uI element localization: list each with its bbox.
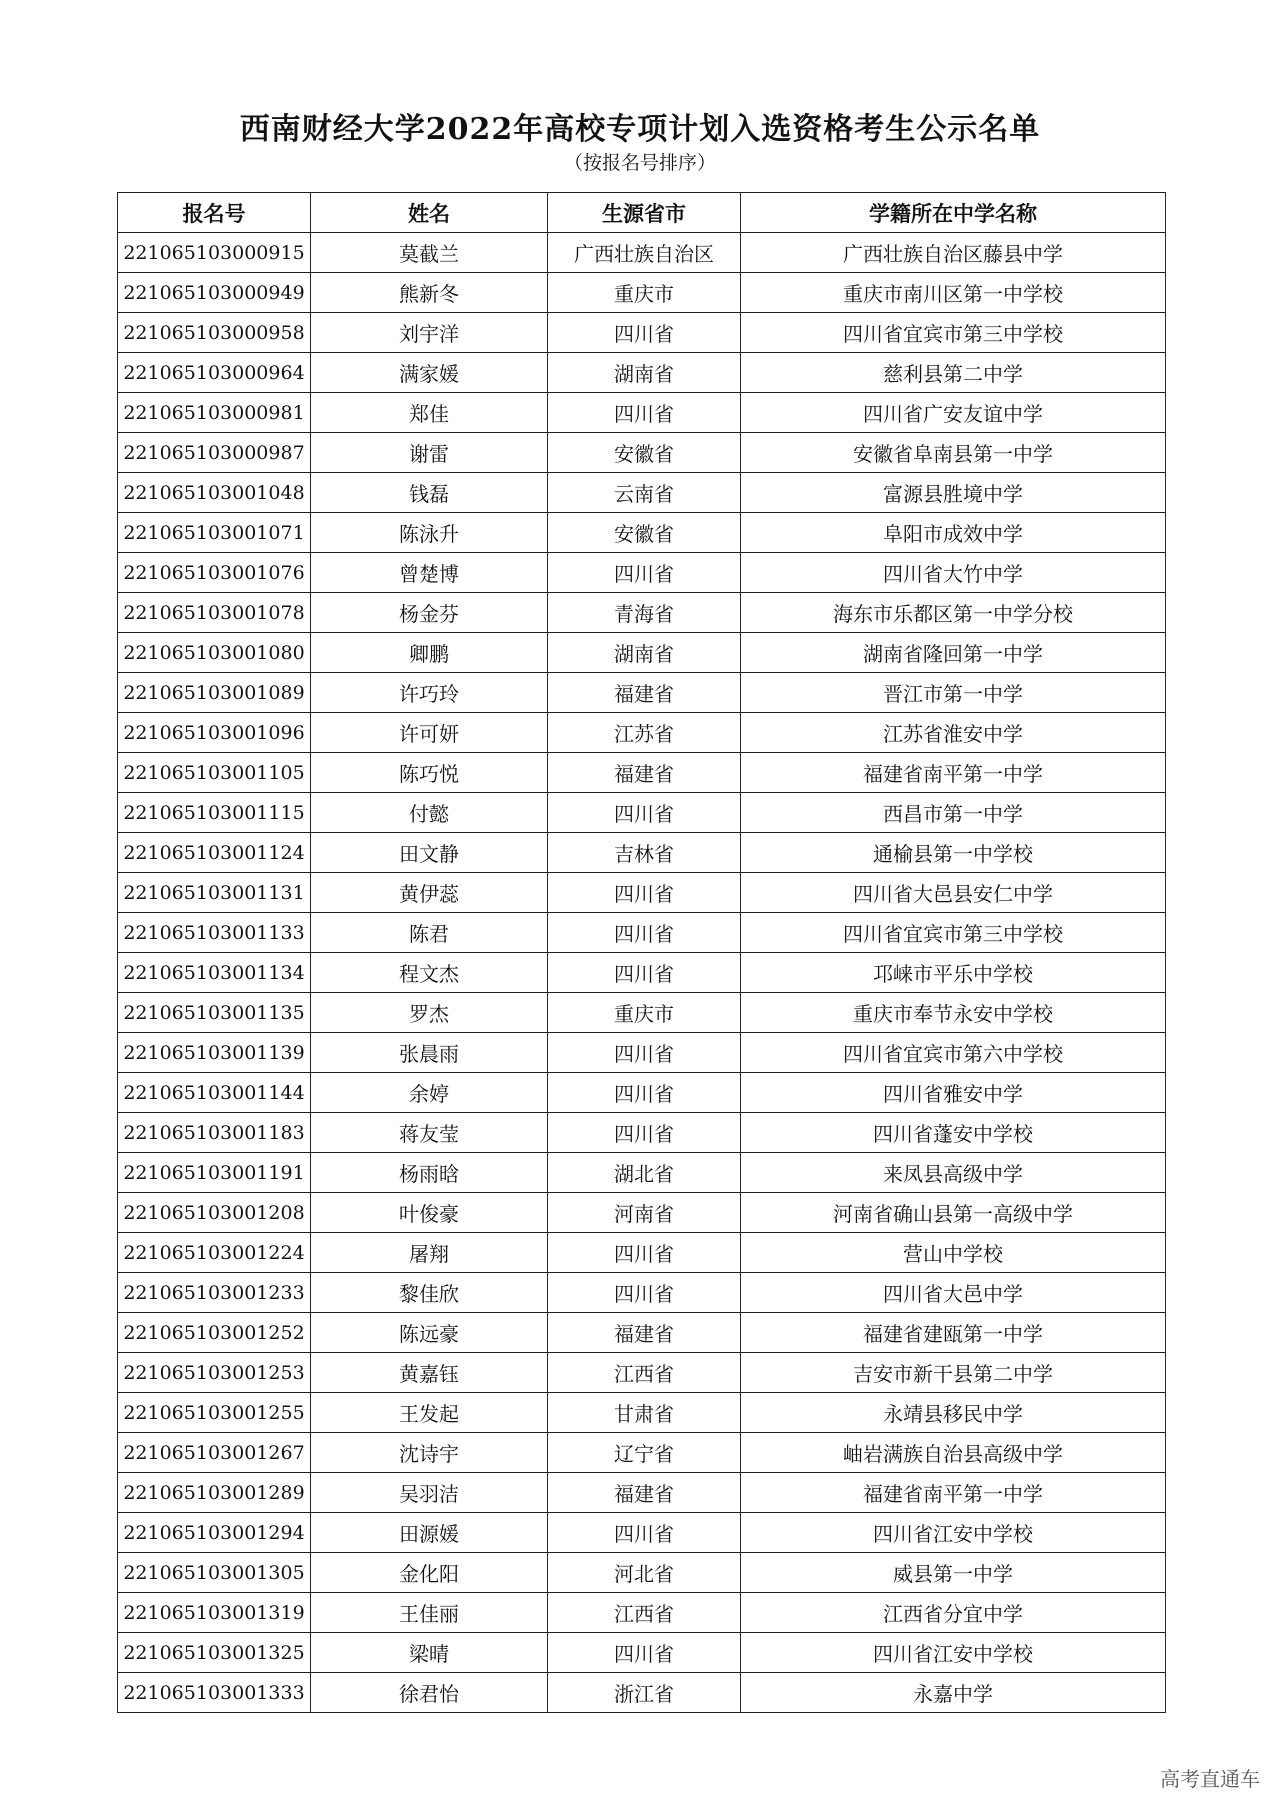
name-cell: 陈远豪 <box>311 1313 548 1353</box>
province-cell: 湖南省 <box>548 353 741 393</box>
table-row <box>118 1593 1166 1633</box>
school-cell: 富源县胜境中学 <box>741 473 1166 513</box>
registration-number-cell: 221065103001305 <box>118 1553 311 1593</box>
table-row <box>118 913 1166 953</box>
school-cell: 吉安市新干县第二中学 <box>741 1353 1166 1393</box>
school-cell: 重庆市奉节永安中学校 <box>741 993 1166 1033</box>
name-cell: 黄伊蕊 <box>311 873 548 913</box>
registration-number-cell: 221065103001048 <box>118 473 311 513</box>
province-cell: 重庆市 <box>548 273 741 313</box>
table-row <box>118 1273 1166 1313</box>
table-row <box>118 393 1166 433</box>
school-cell: 四川省大邑县安仁中学 <box>741 873 1166 913</box>
province-cell: 福建省 <box>548 673 741 713</box>
school-cell: 四川省大邑中学 <box>741 1273 1166 1313</box>
registration-number-cell: 221065103000915 <box>118 233 311 273</box>
province-cell: 青海省 <box>548 593 741 633</box>
name-cell: 钱磊 <box>311 473 548 513</box>
province-cell: 四川省 <box>548 1233 741 1273</box>
registration-number-cell: 221065103000981 <box>118 393 311 433</box>
registration-number-cell: 221065103001115 <box>118 793 311 833</box>
name-cell: 金化阳 <box>311 1553 548 1593</box>
table-row <box>118 753 1166 793</box>
name-cell: 熊新冬 <box>311 273 548 313</box>
province-cell: 甘肃省 <box>548 1393 741 1433</box>
registration-number-cell: 221065103001134 <box>118 953 311 993</box>
table-row <box>118 1673 1166 1713</box>
registration-number-cell: 221065103001253 <box>118 1353 311 1393</box>
name-cell: 蒋友莹 <box>311 1113 548 1153</box>
table-row <box>118 633 1166 673</box>
name-cell: 程文杰 <box>311 953 548 993</box>
table-row <box>118 1353 1166 1393</box>
province-cell: 四川省 <box>548 1273 741 1313</box>
school-cell: 阜阳市成效中学 <box>741 513 1166 553</box>
school-cell: 湖南省隆回第一中学 <box>741 633 1166 673</box>
school-cell: 四川省广安友谊中学 <box>741 393 1166 433</box>
table-row <box>118 1193 1166 1233</box>
page-title: 西南财经大学2022年高校专项计划入选资格考生公示名单 <box>239 112 1041 147</box>
column-header-name: 姓名 <box>311 193 548 233</box>
province-cell: 四川省 <box>548 313 741 353</box>
province-cell: 四川省 <box>548 953 741 993</box>
name-cell: 吴羽洁 <box>311 1473 548 1513</box>
registration-number-cell: 221065103001325 <box>118 1633 311 1673</box>
table-row <box>118 313 1166 353</box>
school-cell: 四川省江安中学校 <box>741 1633 1166 1673</box>
registration-number-cell: 221065103001224 <box>118 1233 311 1273</box>
table-row <box>118 713 1166 753</box>
name-cell: 曾楚博 <box>311 553 548 593</box>
table-row <box>118 793 1166 833</box>
registration-number-cell: 221065103001078 <box>118 593 311 633</box>
school-cell: 四川省江安中学校 <box>741 1513 1166 1553</box>
province-cell: 吉林省 <box>548 833 741 873</box>
column-header-school: 学籍所在中学名称 <box>741 193 1166 233</box>
province-cell: 四川省 <box>548 913 741 953</box>
watermark-text: 高考直通车 <box>1160 1767 1260 1791</box>
province-cell: 福建省 <box>548 753 741 793</box>
table-row <box>118 953 1166 993</box>
school-cell: 福建省南平第一中学 <box>741 753 1166 793</box>
registration-number-cell: 221065103001183 <box>118 1113 311 1153</box>
province-cell: 安徽省 <box>548 433 741 473</box>
name-cell: 黄嘉钰 <box>311 1353 548 1393</box>
column-header-registration-number: 报名号 <box>118 193 311 233</box>
table-row <box>118 673 1166 713</box>
province-cell: 辽宁省 <box>548 1433 741 1473</box>
name-cell: 叶俊豪 <box>311 1193 548 1233</box>
registration-number-cell: 221065103001319 <box>118 1593 311 1633</box>
registration-number-cell: 221065103001124 <box>118 833 311 873</box>
name-cell: 刘宇洋 <box>311 313 548 353</box>
registration-number-cell: 221065103001191 <box>118 1153 311 1193</box>
province-cell: 四川省 <box>548 1073 741 1113</box>
table-row <box>118 1313 1166 1353</box>
province-cell: 江苏省 <box>548 713 741 753</box>
province-cell: 广西壮族自治区 <box>548 233 741 273</box>
name-cell: 屠翔 <box>311 1233 548 1273</box>
province-cell: 四川省 <box>548 793 741 833</box>
school-cell: 河南省确山县第一高级中学 <box>741 1193 1166 1233</box>
name-cell: 莫截兰 <box>311 233 548 273</box>
name-cell: 郑佳 <box>311 393 548 433</box>
province-cell: 湖南省 <box>548 633 741 673</box>
table-row <box>118 1473 1166 1513</box>
table-row <box>118 1553 1166 1593</box>
name-cell: 田文静 <box>311 833 548 873</box>
registration-number-cell: 221065103001080 <box>118 633 311 673</box>
name-cell: 陈泳升 <box>311 513 548 553</box>
table-row <box>118 553 1166 593</box>
name-cell: 满家媛 <box>311 353 548 393</box>
school-cell: 江苏省淮安中学 <box>741 713 1166 753</box>
name-cell: 田源媛 <box>311 1513 548 1553</box>
school-cell: 通榆县第一中学校 <box>741 833 1166 873</box>
registration-number-cell: 221065103001076 <box>118 553 311 593</box>
province-cell: 湖北省 <box>548 1153 741 1193</box>
school-cell: 四川省雅安中学 <box>741 1073 1166 1113</box>
province-cell: 江西省 <box>548 1353 741 1393</box>
table-row <box>118 1513 1166 1553</box>
school-cell: 重庆市南川区第一中学校 <box>741 273 1166 313</box>
page-subtitle: （按报名号排序） <box>563 152 716 174</box>
school-cell: 邛崃市平乐中学校 <box>741 953 1166 993</box>
school-cell: 永靖县移民中学 <box>741 1393 1166 1433</box>
table-row <box>118 593 1166 633</box>
school-cell: 福建省建瓯第一中学 <box>741 1313 1166 1353</box>
name-cell: 谢雷 <box>311 433 548 473</box>
name-cell: 许可妍 <box>311 713 548 753</box>
school-cell: 江西省分宜中学 <box>741 1593 1166 1633</box>
registration-number-cell: 221065103001133 <box>118 913 311 953</box>
registration-number-cell: 221065103001289 <box>118 1473 311 1513</box>
table-row <box>118 473 1166 513</box>
name-cell: 梁晴 <box>311 1633 548 1673</box>
name-cell: 罗杰 <box>311 993 548 1033</box>
province-cell: 四川省 <box>548 1033 741 1073</box>
province-cell: 河北省 <box>548 1553 741 1593</box>
province-cell: 安徽省 <box>548 513 741 553</box>
school-cell: 慈利县第二中学 <box>741 353 1166 393</box>
registration-number-cell: 221065103000987 <box>118 433 311 473</box>
province-cell: 江西省 <box>548 1593 741 1633</box>
name-cell: 徐君怡 <box>311 1673 548 1713</box>
school-cell: 四川省宜宾市第六中学校 <box>741 1033 1166 1073</box>
school-cell: 西昌市第一中学 <box>741 793 1166 833</box>
registration-number-cell: 221065103001139 <box>118 1033 311 1073</box>
table-row <box>118 433 1166 473</box>
province-cell: 四川省 <box>548 393 741 433</box>
registration-number-cell: 221065103001089 <box>118 673 311 713</box>
table-row <box>118 1113 1166 1153</box>
province-cell: 四川省 <box>548 1113 741 1153</box>
school-cell: 来凤县高级中学 <box>741 1153 1166 1193</box>
table-body <box>118 233 1166 1713</box>
registration-number-cell: 221065103001267 <box>118 1433 311 1473</box>
province-cell: 河南省 <box>548 1193 741 1233</box>
table-row <box>118 873 1166 913</box>
table-row <box>118 233 1166 273</box>
name-cell: 许巧玲 <box>311 673 548 713</box>
registration-number-cell: 221065103000958 <box>118 313 311 353</box>
table-row <box>118 1393 1166 1433</box>
school-cell: 四川省大竹中学 <box>741 553 1166 593</box>
table-row <box>118 1153 1166 1193</box>
province-cell: 四川省 <box>548 873 741 913</box>
table-row <box>118 273 1166 313</box>
school-cell: 福建省南平第一中学 <box>741 1473 1166 1513</box>
school-cell: 安徽省阜南县第一中学 <box>741 433 1166 473</box>
registration-number-cell: 221065103001294 <box>118 1513 311 1553</box>
table-row <box>118 993 1166 1033</box>
name-cell: 黎佳欣 <box>311 1273 548 1313</box>
province-cell: 云南省 <box>548 473 741 513</box>
name-cell: 付懿 <box>311 793 548 833</box>
table-row <box>118 1073 1166 1113</box>
registration-number-cell: 221065103001144 <box>118 1073 311 1113</box>
name-cell: 陈巧悦 <box>311 753 548 793</box>
table-row <box>118 833 1166 873</box>
registration-number-cell: 221065103001096 <box>118 713 311 753</box>
province-cell: 四川省 <box>548 1633 741 1673</box>
table-row <box>118 1433 1166 1473</box>
registration-number-cell: 221065103000949 <box>118 273 311 313</box>
registration-number-cell: 221065103001208 <box>118 1193 311 1233</box>
table-row <box>118 1233 1166 1273</box>
registration-number-cell: 221065103001333 <box>118 1673 311 1713</box>
name-cell: 杨金芬 <box>311 593 548 633</box>
registration-number-cell: 221065103001131 <box>118 873 311 913</box>
table-row <box>118 513 1166 553</box>
school-cell: 四川省宜宾市第三中学校 <box>741 313 1166 353</box>
school-cell: 晋江市第一中学 <box>741 673 1166 713</box>
school-cell: 四川省宜宾市第三中学校 <box>741 913 1166 953</box>
name-cell: 余婷 <box>311 1073 548 1113</box>
school-cell: 岫岩满族自治县高级中学 <box>741 1433 1166 1473</box>
registration-number-cell: 221065103001233 <box>118 1273 311 1313</box>
school-cell: 广西壮族自治区藤县中学 <box>741 233 1166 273</box>
registration-number-cell: 221065103001105 <box>118 753 311 793</box>
table-row <box>118 1633 1166 1673</box>
table-row <box>118 353 1166 393</box>
table-header-row <box>118 193 1166 233</box>
registration-number-cell: 221065103001255 <box>118 1393 311 1433</box>
name-cell: 杨雨晗 <box>311 1153 548 1193</box>
name-cell: 王佳丽 <box>311 1593 548 1633</box>
province-cell: 四川省 <box>548 1513 741 1553</box>
province-cell: 福建省 <box>548 1473 741 1513</box>
province-cell: 四川省 <box>548 553 741 593</box>
name-cell: 卿鹏 <box>311 633 548 673</box>
table-row <box>118 1033 1166 1073</box>
school-cell: 永嘉中学 <box>741 1673 1166 1713</box>
province-cell: 浙江省 <box>548 1673 741 1713</box>
registration-number-cell: 221065103001135 <box>118 993 311 1033</box>
name-cell: 沈诗宇 <box>311 1433 548 1473</box>
column-header-province: 生源省市 <box>548 193 741 233</box>
candidate-table <box>117 192 1166 1713</box>
name-cell: 张晨雨 <box>311 1033 548 1073</box>
registration-number-cell: 221065103001071 <box>118 513 311 553</box>
name-cell: 王发起 <box>311 1393 548 1433</box>
school-cell: 威县第一中学 <box>741 1553 1166 1593</box>
name-cell: 陈君 <box>311 913 548 953</box>
registration-number-cell: 221065103000964 <box>118 353 311 393</box>
registration-number-cell: 221065103001252 <box>118 1313 311 1353</box>
school-cell: 海东市乐都区第一中学分校 <box>741 593 1166 633</box>
school-cell: 营山中学校 <box>741 1233 1166 1273</box>
province-cell: 重庆市 <box>548 993 741 1033</box>
school-cell: 四川省蓬安中学校 <box>741 1113 1166 1153</box>
province-cell: 福建省 <box>548 1313 741 1353</box>
